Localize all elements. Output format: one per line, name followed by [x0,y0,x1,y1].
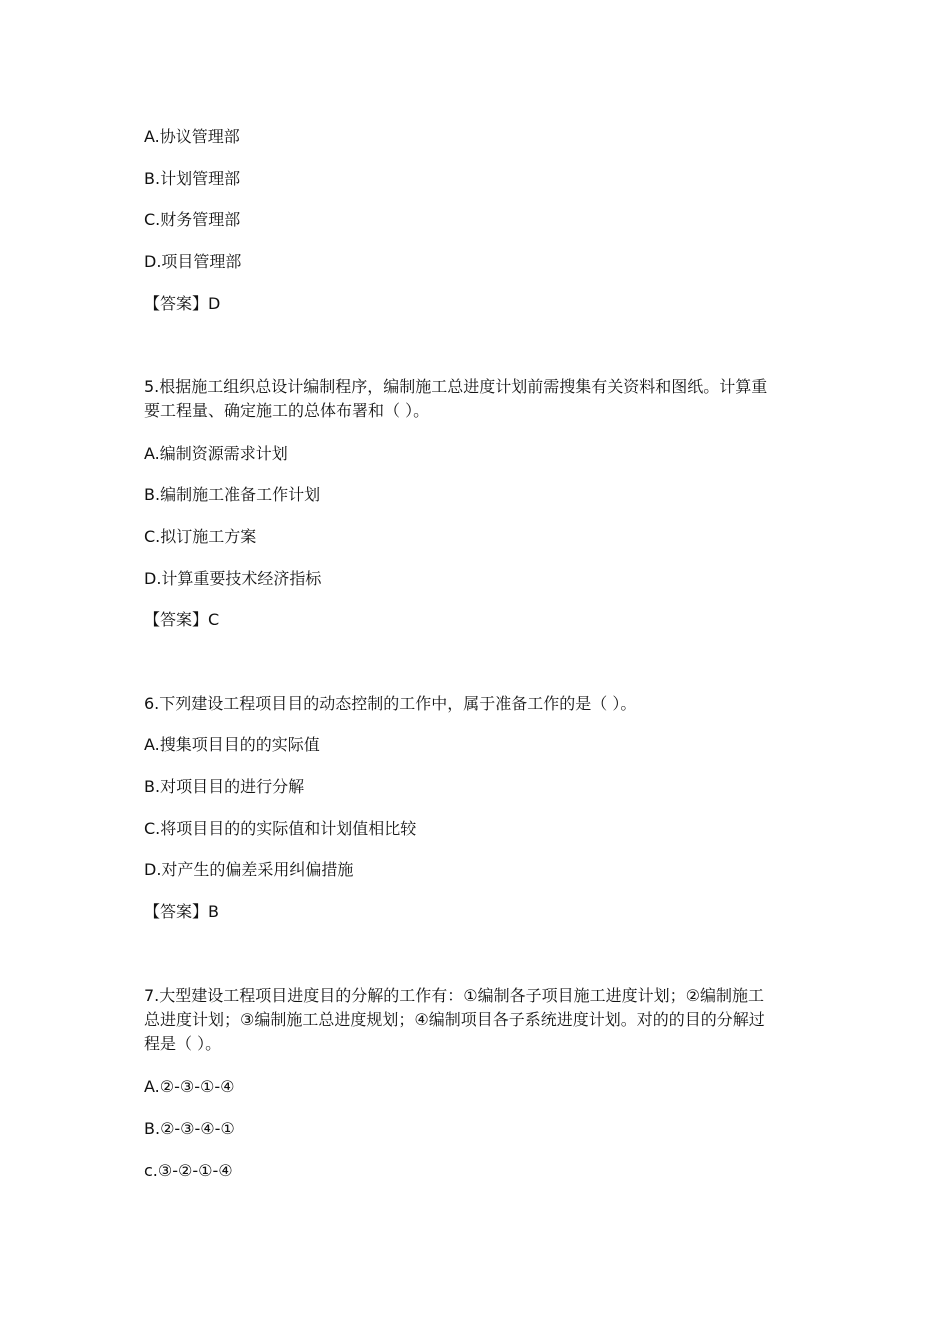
question-text-line: 总进度计划；③编制施工总进度规划；④编制项目各子系统进度计划。对的的目的分解过 [144,1010,765,1029]
answer: 【答案】C [144,610,220,629]
question-text-line: 6.下列建设工程项目目的动态控制的工作中，属于准备工作的是（ ）。 [144,694,637,713]
option-b: B.②-③-④-① [144,1119,235,1138]
question-text-line: 5.根据施工组织总设计编制程序，编制施工总进度计划前需搜集有关资料和图纸。计算重 [144,377,768,396]
option-d: D.对产生的偏差采用纠偏措施 [144,860,354,879]
question-text-line: 程是（ ）。 [144,1034,222,1053]
option-a: A.协议管理部 [144,127,240,146]
question-text-line: 要工程量、确定施工的总体布署和（ ）。 [144,401,430,420]
option-b: B.编制施工准备工作计划 [144,485,321,504]
option-c: C.拟订施工方案 [144,527,257,546]
answer: 【答案】B [144,902,219,921]
option-a: A.搜集项目目的的实际值 [144,735,320,754]
option-b: B.对项目目的进行分解 [144,777,305,796]
question-text-line: 7.大型建设工程项目进度目的分解的工作有：①编制各子项目施工进度计划；②编制施工 [144,986,764,1005]
question-6-text [144,692,804,716]
option-d: D.计算重要技术经济指标 [144,569,322,588]
option-b: B.计划管理部 [144,169,241,188]
option-a: A.编制资源需求计划 [144,444,288,463]
option-c: c.③-②-①-④ [144,1161,233,1180]
question-5-text [144,375,804,423]
option-c: C.将项目目的的实际值和计划值相比较 [144,819,417,838]
answer: 【答案】D [144,294,221,313]
option-c: C.财务管理部 [144,210,241,229]
option-d: D.项目管理部 [144,252,242,271]
option-a: A.②-③-①-④ [144,1077,235,1096]
question-7-text [144,984,804,1056]
